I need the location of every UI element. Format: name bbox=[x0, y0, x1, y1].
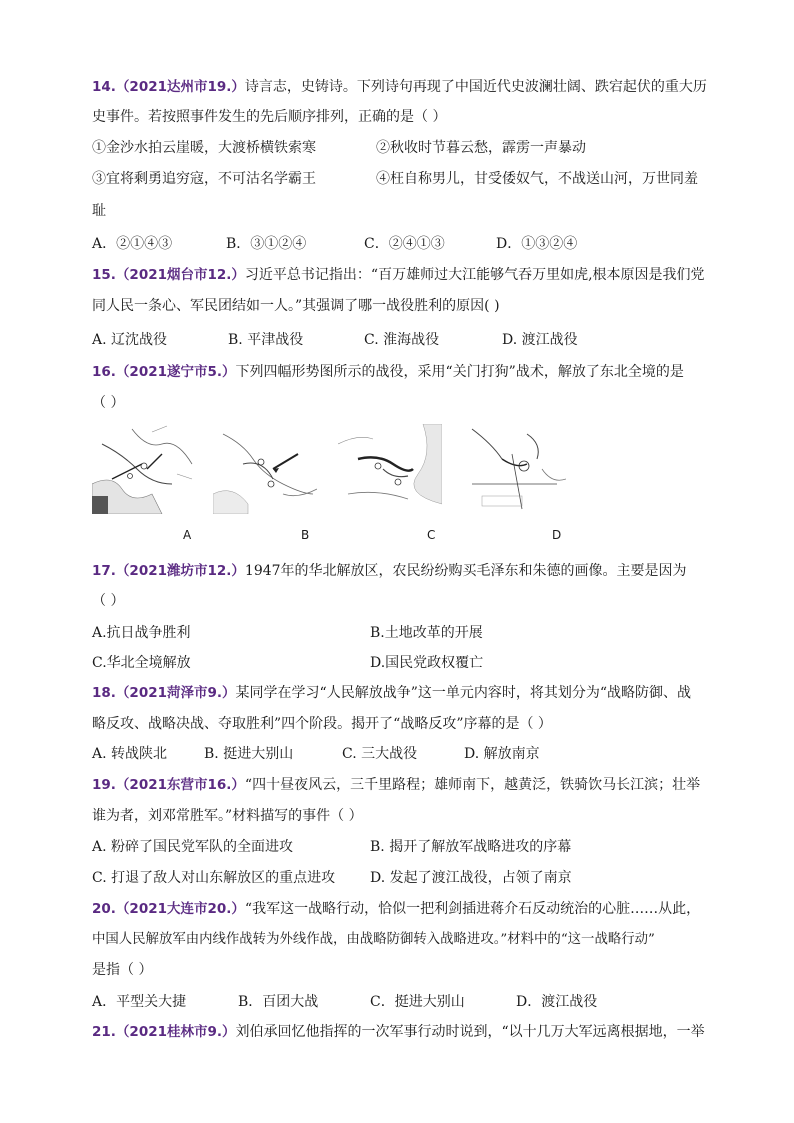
option-c: C.华北全境解放 bbox=[92, 655, 191, 671]
question-number: 20. bbox=[92, 901, 116, 917]
map-label-c: C bbox=[427, 528, 436, 542]
question-stem-line: 中国人民解放军由内线作战转为外线作战，由战略防御转入战略进攻。”材料中的“这一战略行动” bbox=[92, 932, 655, 947]
option-c: C. 打退了敌人对山东解放区的重点进攻 bbox=[92, 870, 336, 886]
question-stem-line: 略反攻、战略决战、夺取胜利”四个阶段。揭开了“战略反攻”序幕的是（ ） bbox=[92, 716, 552, 732]
question-14 bbox=[92, 78, 712, 97]
option-b: B. 挺进大别山 bbox=[204, 746, 294, 762]
map-a bbox=[92, 424, 196, 514]
statement-1: ①金沙水拍云崖暖，大渡桥横铁索寒 bbox=[92, 140, 316, 156]
question-stem-line: 谁为者，刘邓常胜军。”材料描写的事件（ ） bbox=[92, 808, 363, 824]
question-15 bbox=[92, 266, 712, 285]
option-c: C. 淮海战役 bbox=[364, 332, 440, 348]
map-label-b: B bbox=[301, 528, 310, 542]
option-d: D.国民党政权覆亡 bbox=[370, 655, 484, 671]
question-17 bbox=[92, 562, 712, 581]
option-c: C. 三大战役 bbox=[342, 746, 418, 762]
option-a: A. 辽沈战役 bbox=[92, 332, 168, 348]
statement-3: ③宜将剩勇追穷寇，不可沽名学霸王 bbox=[92, 171, 316, 187]
question-stem-line: 下列四幅形势图所示的战役，采用“关门打狗”战术，解放了东北全境的是 bbox=[235, 364, 684, 380]
option-d: D．①③②④ bbox=[496, 236, 578, 252]
question-21 bbox=[92, 1023, 712, 1042]
option-b: B.土地改革的开展 bbox=[370, 625, 483, 641]
question-20 bbox=[92, 900, 712, 919]
map-d bbox=[462, 424, 566, 514]
question-stem-line: 史事件。若按照事件发生的先后顺序排列，正确的是（ ） bbox=[92, 109, 447, 125]
map-b bbox=[213, 424, 317, 514]
option-b: B. 揭开了解放军战略进攻的序幕 bbox=[370, 839, 572, 855]
question-stem-line: 是指（ ） bbox=[92, 962, 153, 978]
question-number: 15. bbox=[92, 267, 116, 283]
question-source: （2021东营市16.） bbox=[115, 777, 245, 793]
option-a: A. 转战陕北 bbox=[92, 746, 168, 762]
question-number: 17. bbox=[92, 563, 116, 579]
option-b: B．③①②④ bbox=[226, 236, 307, 252]
map-label-d: D bbox=[552, 528, 562, 542]
question-source: （2021菏泽市9.） bbox=[115, 685, 236, 701]
question-stem-line: 1947年的华北解放区，农民纷纷购买毛泽东和朱德的画像。主要是因为 bbox=[244, 563, 687, 579]
statement-4: ④枉自称男儿，甘受倭奴气，不战送山河，万世同羞 bbox=[376, 171, 698, 187]
option-a: A. 粉碎了国民党军队的全面进攻 bbox=[92, 839, 294, 855]
question-source: （2021烟台市12.） bbox=[115, 267, 245, 283]
option-b: B. 平津战役 bbox=[228, 332, 304, 348]
map-c bbox=[338, 424, 442, 514]
question-source: （2021遂宁市5.） bbox=[115, 364, 236, 380]
statement-tail: 耻 bbox=[92, 203, 106, 219]
question-stem-line: 同人民一条心、军民团结如一人。”其强调了哪一战役胜利的原因( ) bbox=[92, 298, 500, 314]
map-label-a: A bbox=[183, 528, 192, 542]
question-stem-line: 某同学在学习“人民解放战争”这一单元内容时，将其划分为“战略防御、战 bbox=[235, 685, 692, 701]
option-c: C．②④①③ bbox=[364, 236, 445, 252]
option-d: D. 解放南京 bbox=[464, 746, 540, 762]
question-source: （2021达州市19.） bbox=[115, 79, 245, 95]
question-stem-line: （ ） bbox=[92, 593, 125, 609]
statement-2: ②秋收时节暮云愁，霹雳一声暴动 bbox=[376, 140, 586, 156]
question-number: 21. bbox=[92, 1024, 116, 1040]
question-stem-line: 刘伯承回忆他指挥的一次军事行动时说到，“以十几万大军远离根据地，一举 bbox=[235, 1024, 705, 1040]
option-d: D. 渡江战役 bbox=[502, 332, 578, 348]
option-c: C．挺进大别山 bbox=[370, 994, 465, 1010]
option-a: A．②①④③ bbox=[92, 236, 173, 252]
question-19 bbox=[92, 776, 712, 795]
question-number: 19. bbox=[92, 777, 116, 793]
question-stem-line: （ ） bbox=[92, 395, 125, 411]
battle-maps bbox=[92, 424, 712, 544]
question-source: （2021大连市20.） bbox=[115, 901, 245, 917]
option-d: D. 发起了渡江战役，占领了南京 bbox=[370, 870, 572, 886]
question-stem-line: 诗言志，史铸诗。下列诗句再现了中国近代史波澜壮阔、跌宕起伏的重大历 bbox=[244, 79, 707, 95]
question-stem-line: “四十昼夜风云，三千里路程；雄师南下，越黄泛，铁骑饮马长江滨；壮举 bbox=[244, 777, 701, 793]
question-stem-line: “我军这一战略行动，恰似一把利剑插进蒋介石反动统治的心脏……从此， bbox=[244, 901, 701, 917]
question-stem-line: 习近平总书记指出：“百万雄师过大江能够气吞万里如虎,根本原因是我们党 bbox=[244, 267, 705, 283]
question-number: 18. bbox=[92, 685, 116, 701]
question-number: 14. bbox=[92, 79, 116, 95]
option-b: B．百团大战 bbox=[238, 994, 319, 1010]
question-source: （2021潍坊市12.） bbox=[115, 563, 245, 579]
question-source: （2021桂林市9.） bbox=[115, 1024, 236, 1040]
question-number: 16. bbox=[92, 364, 116, 380]
question-16 bbox=[92, 363, 712, 382]
option-a: A．平型关大捷 bbox=[92, 994, 187, 1010]
question-18 bbox=[92, 684, 712, 703]
option-d: D．渡江战役 bbox=[516, 994, 598, 1010]
option-a: A.抗日战争胜利 bbox=[92, 625, 191, 641]
